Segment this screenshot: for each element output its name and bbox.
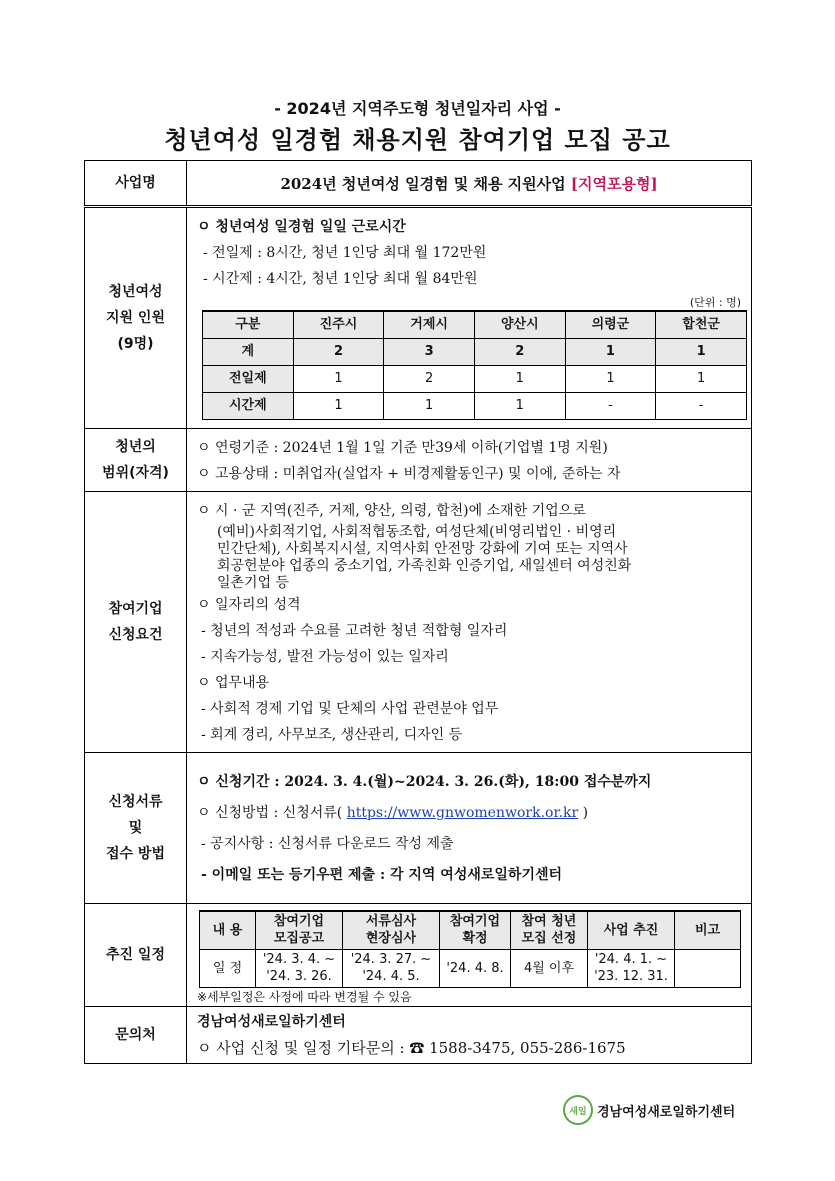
table-row: 시간제 1 1 1 - - — [203, 393, 747, 420]
scope-line: ㅇ 고용상태 : 미취업자(실업자 + 비경제활동인구) 및 이에, 준하는 자 — [197, 466, 621, 482]
req-detail: (예비)사회적기업, 사회적협동조합, 여성단체(비영리법인 · 비영리 — [217, 524, 617, 540]
page-title: 청년여성 일경험 채용지원 참여기업 모집 공고 — [164, 126, 671, 154]
label-project: 사업명 — [85, 161, 187, 207]
application-email: - 이메일 또는 등기우편 제출 : 각 지역 여성새로일하기센터 — [201, 867, 563, 883]
footer-org: 경남여성새로일하기센터 — [597, 1104, 736, 1120]
table-row: 일 정 '24. 3. 4. ~ '24. 3. 26. '24. 3. 27. ~ '24. 4. 5. '24. 4. 8. 4월 이후 '24. 4. 1. ~ '23. 12. 31. — [200, 949, 741, 987]
project-tag: [지역포용형] — [570, 174, 658, 193]
row-support — [85, 207, 752, 429]
contact-line: ㅇ 사업 신청 및 일정 기타문의 : ☎ 1588-3475, 055-286-1675 — [197, 1038, 626, 1057]
phone-icon: ☎ — [409, 1038, 425, 1057]
req-item: ㅇ 일자리의 성격 — [197, 597, 301, 613]
table-header: 구분 진주시 거제시 양산시 의령군 합천군 — [203, 311, 747, 339]
row-application — [85, 753, 752, 904]
req-line: - 사회적 경제 기업 및 단체의 사업 관련분야 업무 — [201, 701, 499, 717]
schedule-table — [199, 910, 741, 988]
application-period: ㅇ 신청기간 : 2024. 3. 4.(월)~2024. 3. 26.(화), 18:00 접수분까지 — [197, 774, 652, 790]
req-detail: 민간단체), 사회복지시설, 지역사회 안전망 강화에 기여 또는 지역사 — [217, 541, 628, 557]
contact-org: 경남여성새로일하기센터 — [197, 1013, 346, 1030]
label-requirements: 참여기업 신청요건 — [85, 492, 187, 753]
row-contact — [85, 1006, 752, 1063]
application-notice: - 공지사항 : 신청서류 다운로드 작성 제출 — [201, 836, 454, 852]
label-scope: 청년의 범위(자격) — [85, 429, 187, 492]
schedule-content — [187, 904, 752, 1007]
table-row: 계 2 3 2 1 1 — [203, 339, 747, 366]
subtitle: - 2024년 지역주도형 청년일자리 사업 - — [274, 99, 561, 118]
scope-content — [187, 429, 752, 492]
label-support: 청년여성 지원 인원 (9명) — [85, 207, 187, 429]
unit-note: (단위 : 명) — [689, 296, 741, 309]
support-heading: ㅇ 청년여성 일경험 일일 근로시간 — [197, 219, 406, 235]
website-link[interactable]: https://www.gnwomenwork.or.kr — [346, 805, 579, 821]
label-application: 신청서류 및 접수 방법 — [85, 753, 187, 904]
requirements-content — [187, 492, 752, 753]
support-line: - 시간제 : 4시간, 청년 1인당 최대 월 84만원 — [203, 271, 478, 287]
label-contact: 문의처 — [85, 1006, 187, 1063]
quota-table — [202, 310, 747, 420]
project-name: 2024년 청년여성 일경험 및 채용 지원사업 — [280, 174, 566, 193]
req-detail: 일촌기업 등 — [217, 575, 290, 591]
support-line: - 전일제 : 8시간, 청년 1인당 최대 월 172만원 — [203, 245, 487, 261]
scope-line: ㅇ 연령기준 : 2024년 1월 1일 기준 만39세 이하(기업별 1명 지원) — [197, 440, 608, 456]
support-content — [187, 207, 752, 429]
row-scope — [85, 429, 752, 492]
req-detail: 회공헌분야 업종의 중소기업, 가족친화 인증기업, 새일센터 여성친화 — [217, 558, 632, 574]
footer-logo — [563, 1095, 735, 1125]
application-content — [187, 753, 752, 904]
table-row: 전일제 1 2 1 1 1 — [203, 366, 747, 393]
row-project — [85, 161, 752, 207]
req-line: - 청년의 적성과 수요를 고려한 청년 적합형 일자리 — [201, 623, 508, 639]
req-item: ㅇ 시 · 군 지역(진주, 거제, 양산, 의령, 합천)에 소재한 기업으로 — [197, 503, 586, 519]
saeil-logo-icon: 새일 — [563, 1095, 593, 1125]
req-item: ㅇ 업무내용 — [197, 675, 270, 691]
label-schedule: 추진 일정 — [85, 904, 187, 1007]
schedule-note: ※세부일정은 사정에 따라 변경될 수 있음 — [197, 989, 412, 1004]
req-line: - 지속가능성, 발전 가능성이 있는 일자리 — [201, 649, 449, 665]
application-method: ㅇ 신청방법 : 신청서류( https://www.gnwomenwork.or.kr ) — [197, 805, 589, 821]
contact-content — [187, 1006, 752, 1063]
row-requirements — [85, 492, 752, 753]
table-header: 내 용 참여기업 모집공고 서류심사 현장심사 참여기업 확정 참여 청년 모집 선정 사업 추진 비고 — [200, 911, 741, 949]
row-schedule — [85, 904, 752, 1007]
req-line: - 회계 경리, 사무보조, 생산관리, 디자인 등 — [201, 727, 463, 743]
notice-table — [84, 160, 752, 1064]
